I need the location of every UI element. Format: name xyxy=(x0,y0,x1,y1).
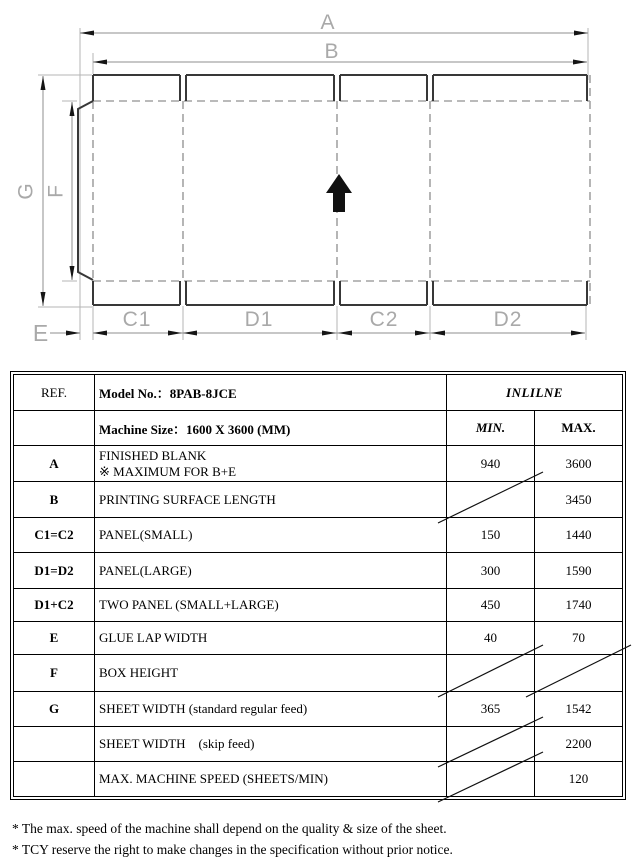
min-cell: 150 xyxy=(447,518,535,553)
min-cell: 300 xyxy=(447,553,535,589)
table-row-e xyxy=(14,622,623,655)
min-header-cell: MIN. xyxy=(447,411,535,446)
desc-cell: PANEL(SMALL) xyxy=(95,518,447,553)
footnote-max-speed: * The max. speed of the machine shall depend on the quality & size of the sheet. xyxy=(12,821,447,836)
ref-cell: A xyxy=(14,446,95,482)
desc-cell xyxy=(95,446,447,482)
table-row-skip-feed xyxy=(14,727,623,762)
ref-cell: D1+C2 xyxy=(14,589,95,622)
dim-label-g: G xyxy=(14,182,38,200)
max-cell: 1440 xyxy=(535,518,623,553)
feed-direction-arrow-icon xyxy=(326,174,352,212)
min-cell: 365 xyxy=(447,692,535,727)
dim-label-c2: C2 xyxy=(369,308,399,331)
desc-line2: ※ MAXIMUM FOR B+E xyxy=(99,463,237,479)
max-cell: 3600 xyxy=(535,446,623,482)
min-cell: 940 xyxy=(447,446,535,482)
table-row-header1 xyxy=(14,375,623,411)
dim-label-a: A xyxy=(320,11,336,34)
min-cell-no-value xyxy=(447,727,535,762)
dim-label-e: E xyxy=(32,320,50,346)
ref-column-header: REF. xyxy=(14,375,95,411)
dim-label-d2: D2 xyxy=(493,308,523,331)
max-cell: 120 xyxy=(535,762,623,797)
max-cell: 2200 xyxy=(535,727,623,762)
min-cell-no-value xyxy=(447,655,535,692)
min-cell-no-value xyxy=(447,762,535,797)
table-row-header2 xyxy=(14,411,623,446)
inline-header-cell: INLILNE xyxy=(447,375,623,411)
dimension-lines xyxy=(43,33,588,333)
box-blank-diagram xyxy=(0,0,638,362)
desc-cell: PANEL(LARGE) xyxy=(95,553,447,589)
dim-label-f: F xyxy=(44,184,68,198)
min-cell: 450 xyxy=(447,589,535,622)
table-row-b xyxy=(14,482,623,518)
ref-cell: C1=C2 xyxy=(14,518,95,553)
ref-cell: G xyxy=(14,692,95,727)
desc-cell: SHEET WIDTH (standard regular feed) xyxy=(95,692,447,727)
min-cell: 40 xyxy=(447,622,535,655)
desc-cell: BOX HEIGHT xyxy=(95,655,447,692)
desc-line1: FINISHED BLANK xyxy=(99,447,207,463)
dim-label-c1: C1 xyxy=(122,308,152,331)
ref-cell: B xyxy=(14,482,95,518)
max-cell: 3450 xyxy=(535,482,623,518)
max-cell: 1740 xyxy=(535,589,623,622)
table-row-c1c2 xyxy=(14,518,623,553)
max-cell: 1590 xyxy=(535,553,623,589)
dimension-arrowheads xyxy=(41,31,589,336)
empty-ref-cell xyxy=(14,411,95,446)
max-header-cell: MAX. xyxy=(535,411,623,446)
desc-cell: PRINTING SURFACE LENGTH xyxy=(95,482,447,518)
dim-label-d1: D1 xyxy=(244,308,274,331)
table-row-d1c2 xyxy=(14,589,623,622)
ref-cell: E xyxy=(14,622,95,655)
table-row-d1d2 xyxy=(14,553,623,589)
min-cell-no-value xyxy=(447,482,535,518)
dim-label-b: B xyxy=(324,40,340,63)
desc-cell: TWO PANEL (SMALL+LARGE) xyxy=(95,589,447,622)
desc-cell: MAX. MACHINE SPEED (SHEETS/MIN) xyxy=(95,762,447,797)
footnote-tcy-rights: * TCY reserve the right to make changes in the specification without prior notice. xyxy=(12,842,453,857)
empty-ref-cell xyxy=(14,762,95,797)
desc-cell: SHEET WIDTH (skip feed) xyxy=(95,727,447,762)
machine-size-cell: Machine Size：1600 X 3600 (MM) xyxy=(95,411,447,446)
table-row-f xyxy=(14,655,623,692)
ref-cell: D1=D2 xyxy=(14,553,95,589)
max-cell: 1542 xyxy=(535,692,623,727)
desc-cell: GLUE LAP WIDTH xyxy=(95,622,447,655)
table-row-a xyxy=(14,446,623,482)
ref-cell: F xyxy=(14,655,95,692)
footnotes xyxy=(12,818,612,860)
empty-ref-cell xyxy=(14,727,95,762)
table-row-machine-speed xyxy=(14,762,623,797)
table-row-g xyxy=(14,692,623,727)
max-cell-no-value xyxy=(535,655,623,692)
max-cell: 70 xyxy=(535,622,623,655)
specification-table xyxy=(10,371,626,800)
model-number-cell: Model No.：8PAB-8JCE xyxy=(95,375,447,411)
